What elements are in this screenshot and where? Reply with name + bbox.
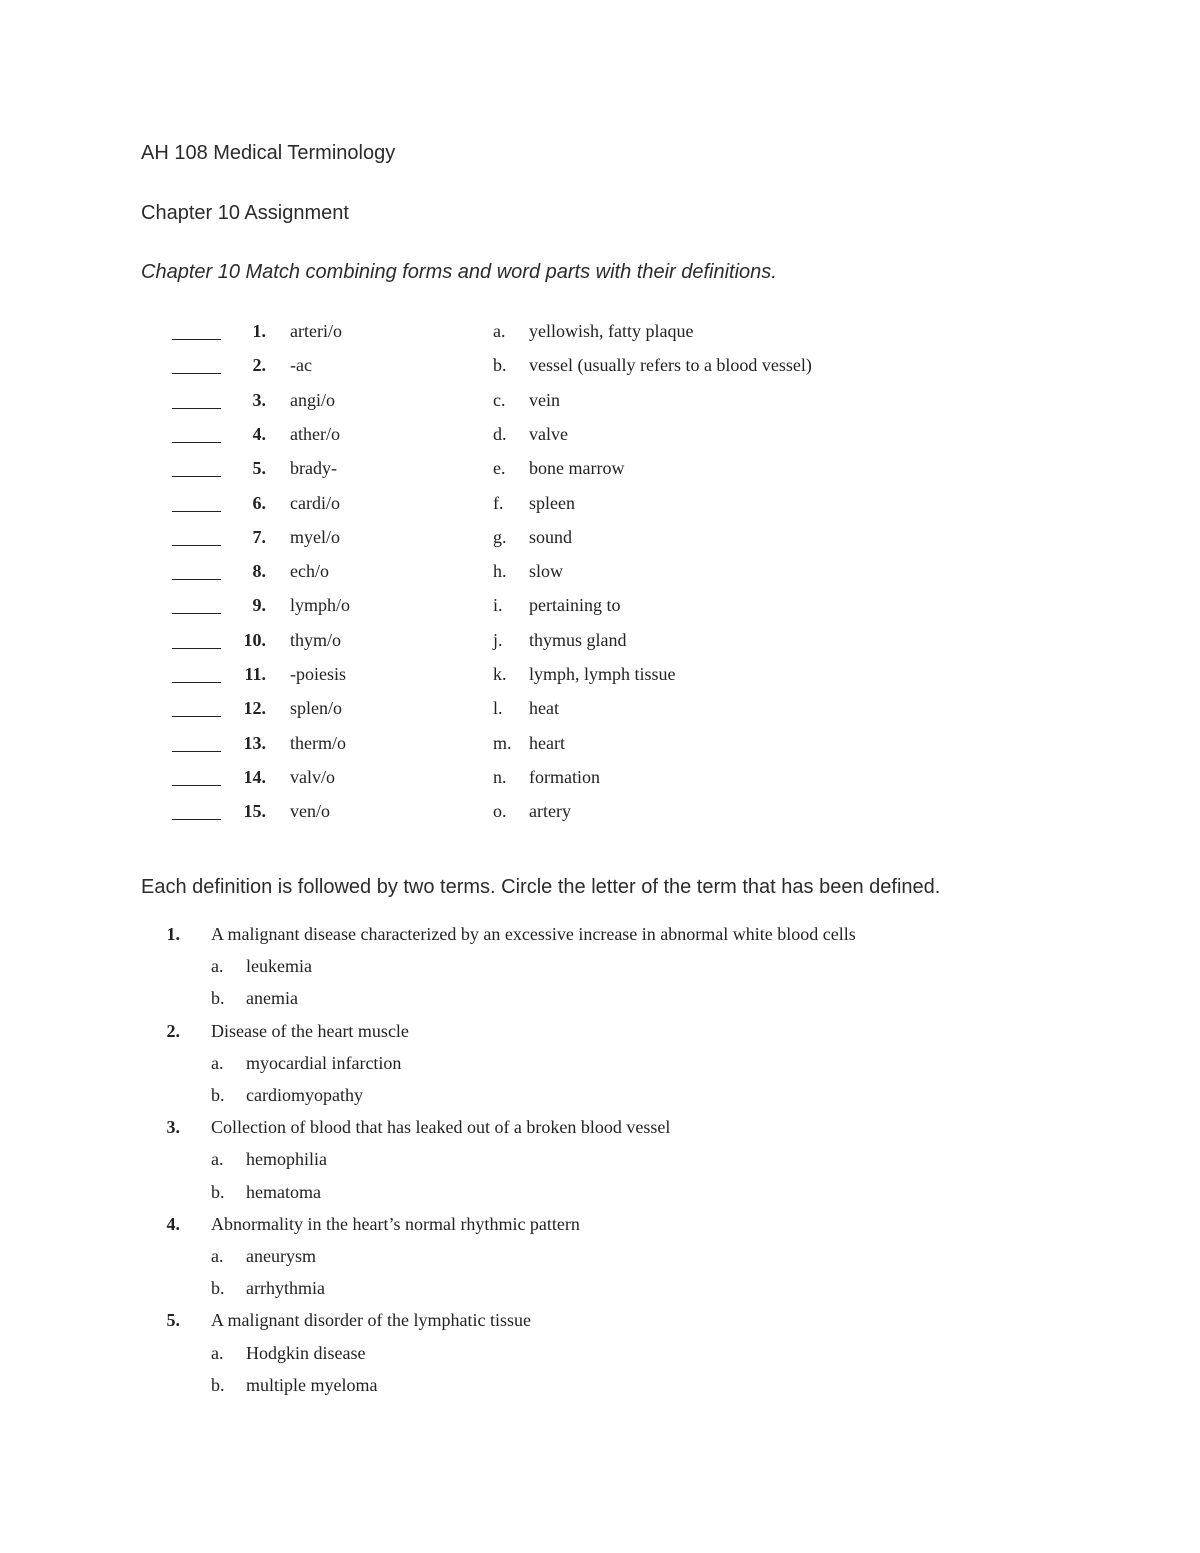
item-number: 6.	[252, 492, 266, 513]
option-letter: a.	[211, 1246, 224, 1266]
matching-row	[0, 664, 1100, 694]
definition-letter: h.	[493, 561, 507, 582]
question-text: Collection of blood that has leaked out of a broken blood vessel	[211, 1117, 671, 1138]
question-text: A malignant disorder of the lymphatic tissue	[211, 1310, 531, 1331]
definition: vein	[529, 389, 560, 410]
matching-row	[0, 390, 1100, 420]
matching-row	[0, 493, 1100, 523]
option-text: aneurysm	[246, 1246, 316, 1266]
option-letter: b.	[211, 1085, 225, 1105]
answer-option[interactable]	[0, 1343, 1100, 1371]
question-number: 4.	[166, 1213, 180, 1234]
item-number: 8.	[252, 561, 266, 582]
term: myel/o	[290, 526, 340, 547]
matching-row	[0, 767, 1100, 797]
item-number: 14.	[243, 766, 266, 787]
matching-row	[0, 424, 1100, 454]
definition-letter: m.	[493, 732, 512, 753]
matching-row	[0, 458, 1100, 488]
option-letter: a.	[211, 956, 224, 977]
option-letter: a.	[211, 1149, 224, 1170]
definition-letter: g.	[493, 526, 507, 547]
question-number: 2.	[166, 1020, 180, 1041]
term: cardi/o	[290, 492, 340, 513]
definition: slow	[529, 561, 564, 582]
answer-blank[interactable]	[172, 613, 221, 614]
definition-letter: c.	[493, 389, 506, 410]
course-title: AH 108 Medical Terminology	[141, 142, 396, 164]
definition: bone marrow	[529, 458, 625, 479]
option-text: cardiomyopathy	[246, 1085, 363, 1105]
option-letter: b.	[211, 1374, 225, 1395]
term: lymph/o	[290, 595, 351, 616]
answer-blank[interactable]	[172, 682, 221, 683]
item-number: 11.	[244, 664, 266, 684]
term: splen/o	[290, 698, 342, 719]
term: ech/o	[290, 561, 329, 582]
matching-instructions: Chapter 10 Match combining forms and word parts with their definitions.	[141, 261, 777, 283]
matching-row	[0, 595, 1100, 625]
item-number: 5.	[252, 458, 266, 479]
item-number: 10.	[243, 629, 266, 650]
definition-letter: e.	[493, 458, 506, 479]
option-text: myocardial infarction	[246, 1052, 402, 1073]
option-letter: a.	[211, 1342, 224, 1363]
term: thym/o	[290, 629, 342, 650]
answer-blank[interactable]	[172, 476, 221, 477]
item-number: 3.	[252, 389, 266, 410]
definition: heat	[529, 698, 559, 719]
term: -ac	[290, 355, 312, 376]
item-number: 2.	[252, 355, 266, 376]
question-text: A malignant disease characterized by an excessive increase in abnormal white blood cells	[211, 924, 856, 944]
answer-blank[interactable]	[172, 579, 221, 580]
definition-letter: n.	[493, 766, 507, 787]
question-number: 1.	[166, 924, 180, 944]
question	[0, 1021, 1100, 1049]
definition: spleen	[529, 492, 575, 513]
item-number: 15.	[243, 801, 266, 822]
question-text: Abnormality in the heart’s normal rhythmic pattern	[211, 1213, 580, 1234]
item-number: 13.	[243, 732, 266, 753]
answer-blank[interactable]	[172, 785, 221, 786]
answer-blank[interactable]	[172, 751, 221, 752]
term: ather/o	[290, 423, 340, 444]
answer-blank[interactable]	[172, 373, 221, 374]
term: brady-	[290, 458, 337, 479]
definition: lymph, lymph tissue	[529, 664, 676, 684]
option-text: leukemia	[246, 956, 312, 977]
item-number: 7.	[252, 526, 266, 547]
term: valv/o	[290, 766, 335, 787]
question-text: Disease of the heart muscle	[211, 1020, 409, 1041]
option-text: arrhythmia	[246, 1278, 325, 1299]
matching-row	[0, 733, 1100, 763]
answer-blank[interactable]	[172, 442, 221, 443]
question	[0, 1310, 1100, 1338]
matching-row	[0, 321, 1100, 351]
answer-option[interactable]	[0, 1085, 1100, 1113]
answer-blank[interactable]	[172, 819, 221, 820]
definition-letter: j.	[493, 629, 503, 650]
definition: sound	[529, 526, 573, 547]
definition: yellowish, fatty plaque	[529, 321, 694, 341]
definition-letter: a.	[493, 321, 506, 341]
option-letter: b.	[211, 1181, 225, 1202]
term: therm/o	[290, 732, 346, 753]
definition: thymus gland	[529, 629, 627, 650]
definition-letter: b.	[493, 355, 507, 376]
matching-row	[0, 801, 1100, 831]
answer-option[interactable]	[0, 1246, 1100, 1274]
option-letter: b.	[211, 988, 225, 1009]
option-letter: b.	[211, 1278, 225, 1299]
option-text: multiple myeloma	[246, 1374, 378, 1395]
matching-row	[0, 355, 1100, 385]
matching-row	[0, 698, 1100, 728]
option-text: anemia	[246, 988, 298, 1009]
answer-blank[interactable]	[172, 339, 221, 340]
definition: vessel (usually refers to a blood vessel)	[529, 355, 812, 376]
item-number: 4.	[252, 423, 266, 444]
term: -poiesis	[290, 664, 346, 684]
definition-letter: k.	[493, 664, 507, 684]
multiple-choice-instructions: Each definition is followed by two terms. Circle the letter of the term that has been defined.	[141, 876, 941, 898]
matching-row	[0, 527, 1100, 557]
question	[0, 1214, 1100, 1242]
definition-letter: f.	[493, 492, 504, 513]
definition-letter: i.	[493, 595, 503, 616]
term: ven/o	[290, 801, 330, 822]
definition: pertaining to	[529, 595, 621, 616]
answer-option[interactable]	[0, 1375, 1100, 1403]
question	[0, 1117, 1100, 1145]
question-number: 3.	[166, 1117, 180, 1138]
option-letter: a.	[211, 1052, 224, 1073]
option-text: hematoma	[246, 1181, 321, 1202]
matching-row	[0, 630, 1100, 660]
answer-option[interactable]	[0, 1149, 1100, 1177]
answer-blank[interactable]	[172, 408, 221, 409]
definition: artery	[529, 801, 571, 822]
answer-option[interactable]	[0, 1053, 1100, 1081]
definition-letter: o.	[493, 801, 507, 822]
definition-letter: l.	[493, 698, 503, 719]
chapter-title: Chapter 10 Assignment	[141, 202, 349, 224]
question	[0, 924, 1100, 952]
option-text: hemophilia	[246, 1149, 327, 1170]
option-text: Hodgkin disease	[246, 1342, 366, 1363]
question-number: 5.	[166, 1310, 180, 1331]
answer-option[interactable]	[0, 1182, 1100, 1210]
definition: heart	[529, 732, 565, 753]
term: angi/o	[290, 389, 335, 410]
answer-option[interactable]	[0, 988, 1100, 1016]
answer-blank[interactable]	[172, 648, 221, 649]
item-number: 9.	[252, 595, 266, 616]
answer-option[interactable]	[0, 956, 1100, 984]
item-number: 1.	[252, 321, 266, 341]
term: arteri/o	[290, 321, 342, 341]
answer-option[interactable]	[0, 1278, 1100, 1306]
definition-letter: d.	[493, 423, 507, 444]
definition: formation	[529, 766, 600, 787]
answer-blank[interactable]	[172, 511, 221, 512]
matching-row	[0, 561, 1100, 591]
answer-blank[interactable]	[172, 716, 221, 717]
item-number: 12.	[243, 698, 266, 719]
answer-blank[interactable]	[172, 545, 221, 546]
definition: valve	[529, 423, 568, 444]
